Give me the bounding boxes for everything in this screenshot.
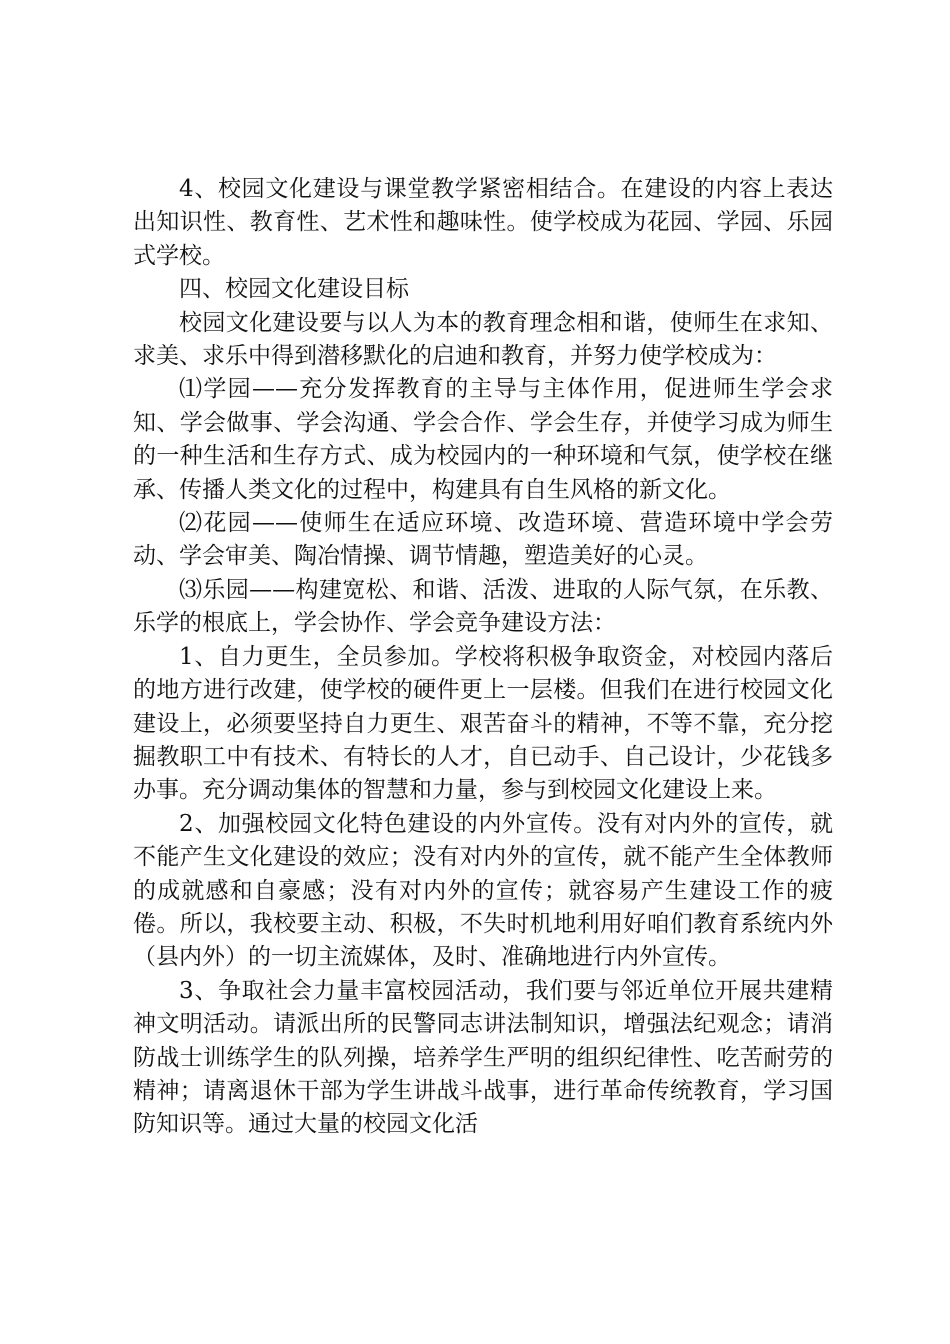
document-body	[133, 173, 833, 1142]
paragraph-huayuan: ⑵花园——使师生在适应环境、改造环境、营造环境中学会劳动、学会审美、陶冶情操、调节情趣，塑造美好的心灵。	[133, 510, 833, 570]
section-heading-goals: 四、校园文化建设目标	[179, 276, 409, 303]
paragraph-goals-intro: 校园文化建设要与以人为本的教育理念相和谐，使师生在求知、求美、求乐中得到潜移默化的启迪和教育，并努力使学校成为：	[133, 309, 833, 370]
paragraph-method-2: 2、加强校园文化特色建设的内外宣传。没有对内外的宣传，就不能产生文化建设的效应；没有对内外的宣传，就不能产生全体教师的成就感和自豪感；没有对内外的宣传；就容易产生建设工作的疲倦。所以，我校要主动、积极，不失时机地利用好咱们教育系统内外（县内外）的一切主流媒体，及时、准确地进行内外宣传。	[133, 810, 833, 971]
paragraph-xueyuan: ⑴学园——充分发挥教育的主导与主体作用，促进师生学会求知、学会做事、学会沟通、学会合作、学会生存，并使学习成为师生的一种生活和生存方式、成为校园内的一种环境和气氛，使学校在继承、传播人类文化的过程中，构建具有自生风格的新文化。	[133, 376, 833, 503]
paragraph-method-3: 3、争取社会力量丰富校园活动，我们要与邻近单位开展共建精神文明活动。请派出所的民警同志讲法制知识，增强法纪观念；请消防战士训练学生的队列操，培养学生严明的组织纪律性、吃苦耐劳的精神；请离退休干部为学生讲战斗战事，进行革命传统教育，学习国防知识等。通过大量的校园文化活	[133, 977, 833, 1138]
paragraph-leyuan: ⑶乐园——构建宽松、和谐、活泼、进取的人际气氛，在乐教、乐学的根底上，学会协作、学会竞争建设方法：	[133, 576, 833, 637]
paragraph-method-1: 1、自力更生，全员参加。学校将积极争取资金，对校园内落后的地方进行改建，使学校的硬件更上一层楼。但我们在进行校园文化建设上，必须要坚持自力更生、艰苦奋斗的精神，不等不靠，充分挖掘教职工中有技术、有特长的人才，自已动手、自己设计，少花钱多办事。充分调动集体的智慧和力量，参与到校园文化建设上来。	[133, 643, 833, 804]
paragraph-item-4: 4、校园文化建设与课堂教学紧密相结合。在建设的内容上表达出知识性、教育性、艺术性和趣味性。使学校成为花园、学园、乐园式学校。	[133, 176, 833, 269]
